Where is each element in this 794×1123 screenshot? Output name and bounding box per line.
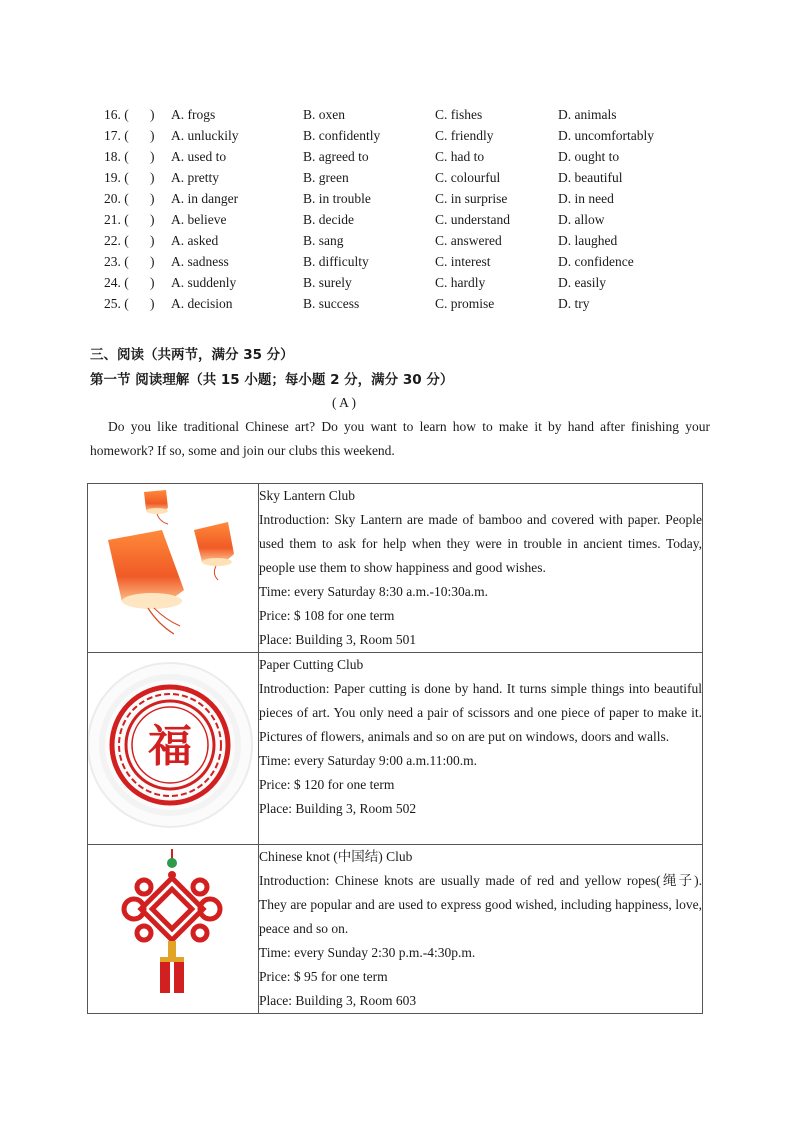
question-row [0,231,794,251]
club-image-cell [88,845,259,1014]
question-row [0,252,794,272]
option-d: D. allow [558,212,605,227]
clubs-table [87,483,703,1014]
club-name: Sky Lantern Club [259,488,355,503]
answer-paren: ) [150,128,155,143]
option-a: A. used to [171,149,227,164]
option-c: C. in surprise [435,191,508,206]
question-row [0,294,794,314]
option-a: A. sadness [171,254,229,269]
answer-paren: ) [150,233,155,248]
option-b: B. surely [303,275,352,290]
question-number: 23. ( [104,254,129,269]
option-a: A. decision [171,296,233,311]
option-c: C. hardly [435,275,486,290]
question-number: 25. ( [104,296,129,311]
option-d: D. confidence [558,254,634,269]
option-b: B. decide [303,212,354,227]
question-number: 19. ( [104,170,129,185]
club-name: Paper Cutting Club [259,657,364,672]
option-c: C. interest [435,254,491,269]
option-c: C. had to [435,149,485,164]
section-subtitle: 第一节 阅读理解（共 15 小题；每小题 2 分，满分 30 分） [90,372,454,388]
answer-paren: ) [150,296,155,311]
option-a: A. asked [171,233,219,248]
option-b: B. agreed to [303,149,369,164]
option-b: B. in trouble [303,191,371,206]
question-number: 24. ( [104,275,129,290]
option-a: A. suddenly [171,275,237,290]
club-place: Place: Building 3, Room 603 [259,993,417,1008]
option-c: C. promise [435,296,495,311]
option-c: C. fishes [435,107,483,122]
passage-label: ( A ) [332,395,357,410]
fu-character: 福 [148,721,192,772]
club-time: Time: every Saturday 8:30 a.m.-10:30a.m. [259,584,488,599]
option-c: C. colourful [435,170,501,185]
option-b: B. success [303,296,360,311]
option-c: C. understand [435,212,510,227]
question-row [0,147,794,167]
club-info-cell [259,484,703,653]
club-time: Time: every Sunday 2:30 p.m.-4:30p.m. [259,945,476,960]
club-info-cell [259,653,703,845]
club-place: Place: Building 3, Room 501 [259,632,417,647]
paper-cutting-fu-icon [88,653,258,844]
answer-paren: ) [150,254,155,269]
answer-paren: ) [150,191,155,206]
option-d: D. ought to [558,149,620,164]
sky-lantern-icon [88,484,258,652]
answer-paren: ) [150,275,155,290]
question-row [0,168,794,188]
answer-paren: ) [150,149,155,164]
option-a: A. unluckily [171,128,239,143]
club-name: Chinese knot (中国结) Club [259,849,413,864]
option-d: D. laughed [558,233,618,248]
question-number: 18. ( [104,149,129,164]
club-image-cell [88,653,259,845]
passage-intro: Do you like traditional Chinese art? Do you want to learn how to make it by hand after finishing your homework? If so, some and join our clubs this weekend. [90,419,710,458]
option-b: B. green [303,170,349,185]
option-d: D. beautiful [558,170,623,185]
option-b: B. difficulty [303,254,369,269]
answer-paren: ) [150,107,155,122]
option-a: A. frogs [171,107,216,122]
option-a: A. pretty [171,170,219,185]
option-c: C. answered [435,233,502,248]
question-row [0,105,794,125]
question-number: 17. ( [104,128,129,143]
club-image-cell [88,484,259,653]
option-d: D. animals [558,107,617,122]
option-c: C. friendly [435,128,494,143]
question-number: 16. ( [104,107,129,122]
club-row [88,484,703,653]
option-d: D. in need [558,191,614,206]
option-d: D. try [558,296,590,311]
club-price: Price: $ 120 for one term [259,777,395,792]
club-row [88,653,703,845]
club-introduction: Introduction: Paper cutting is done by hand. It turns simple things into beautiful pieces of art. You only need a pair of scissors and one piece of paper to make it. Pictures of flowers, animals and so on are put on windows, doors and walls. [259,681,702,744]
option-a: A. in danger [171,191,239,206]
question-row [0,189,794,209]
answer-paren: ) [150,212,155,227]
option-d: D. easily [558,275,606,290]
club-info-cell [259,845,703,1014]
option-b: B. confidently [303,128,381,143]
club-price: Price: $ 108 for one term [259,608,395,623]
chinese-knot-icon [88,845,258,1012]
club-place: Place: Building 3, Room 502 [259,801,417,816]
question-number: 22. ( [104,233,129,248]
option-b: B. sang [303,233,344,248]
option-d: D. uncomfortably [558,128,654,143]
question-number: 20. ( [104,191,129,206]
question-number: 21. ( [104,212,129,227]
club-introduction: Introduction: Sky Lantern are made of bamboo and covered with paper. People used them to ask for help when they were in trouble in ancient times. Today, people use them to show happiness and good wishes. [259,512,702,575]
answer-paren: ) [150,170,155,185]
club-price: Price: $ 95 for one term [259,969,388,984]
question-row [0,126,794,146]
club-introduction: Introduction: Chinese knots are usually made of red and yellow ropes(绳子). They are popular and are used to express good wished, including happiness, love, peace and so on. [259,873,702,936]
question-row [0,273,794,293]
option-b: B. oxen [303,107,345,122]
option-a: A. believe [171,212,227,227]
section-title: 三、阅读（共两节，满分 35 分） [90,347,294,363]
club-row [88,845,703,1014]
question-row [0,210,794,230]
club-time: Time: every Saturday 9:00 a.m.11:00.m. [259,753,477,768]
